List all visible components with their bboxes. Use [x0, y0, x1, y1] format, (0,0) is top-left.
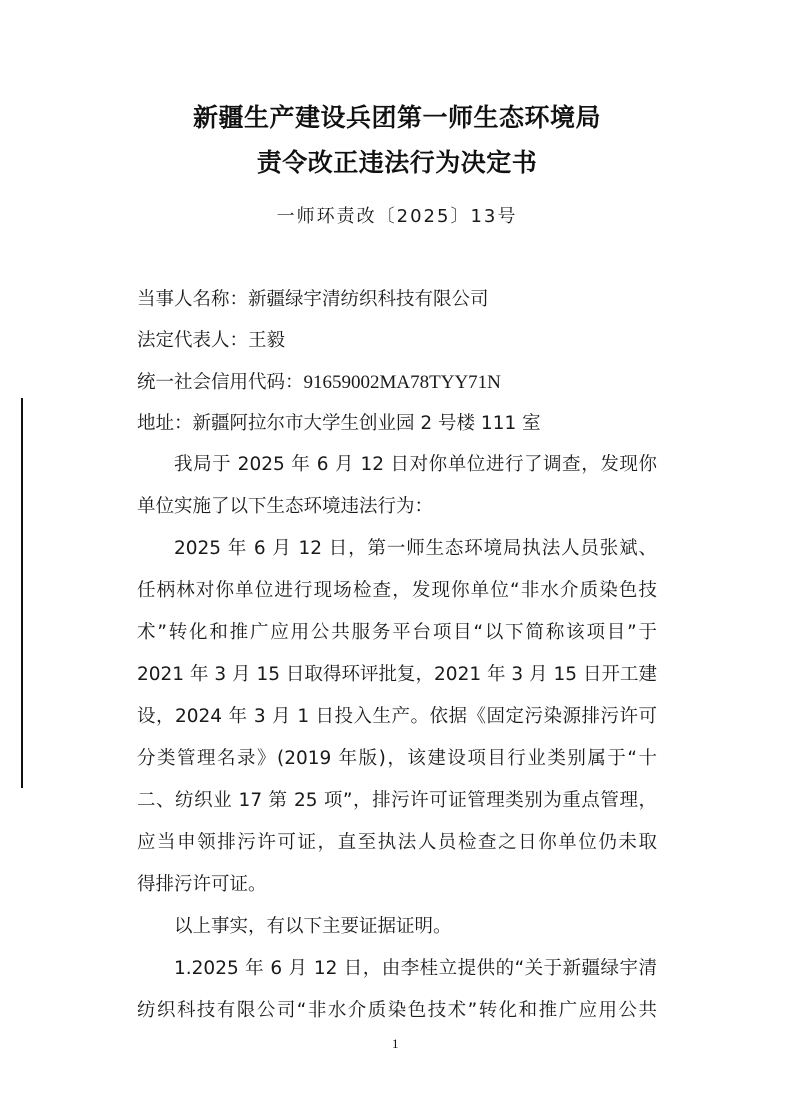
party-name-label: 当事人名称：	[137, 289, 249, 310]
body-line: 单位实施了以下生态环境违法行为：	[137, 496, 434, 517]
body-line: 应当申领排污许可证，直至执法人员检查之日你单位仍未取	[137, 832, 657, 853]
body-line: 2021 年 3 月 15 日取得环评批复，2021 年 3 月 15 日开工建	[137, 664, 657, 685]
body-line: 分类管理名录》(2019 年版)，该建设项目行业类别属于“十	[137, 748, 657, 769]
body-line: 设，2024 年 3 月 1 日投入生产。依据《固定污染源排污许可	[137, 706, 657, 727]
body-line: 任柄林对你单位进行现场检查，发现你单位“非水介质染色技	[137, 580, 657, 601]
body-line: 以上事实，有以下主要证据证明。	[174, 916, 452, 937]
address-label: 地址：	[137, 413, 193, 434]
document-title-line-2: 责令改正违法行为决定书	[256, 148, 538, 177]
legal-representative-value: 王毅	[248, 330, 286, 351]
credit-code-label: 统一社会信用代码：	[137, 372, 304, 393]
body-line: 术”转化和推广应用公共服务平台项目“以下简称该项目”于	[137, 622, 657, 643]
credit-code-row	[137, 370, 657, 396]
party-name-row	[137, 287, 657, 313]
page-number: 1	[392, 1036, 399, 1051]
party-name-value: 新疆绿宇清纺织科技有限公司	[248, 289, 489, 310]
credit-code-value: 91659002MA78TYY71N	[303, 372, 501, 393]
body-line: 二、纺织业 17 第 25 项”，排污许可证管理类别为重点管理，	[137, 790, 657, 811]
legal-representative-row	[137, 328, 657, 354]
legal-representative-label: 法定代表人：	[137, 330, 249, 351]
body-line: 2025 年 6 月 12 日，第一师生态环境局执法人员张斌、	[174, 538, 657, 559]
address-value: 新疆阿拉尔市大学生创业园 2 号楼 111 室	[192, 413, 541, 434]
address-row	[137, 411, 657, 437]
binding-margin-line	[21, 398, 23, 788]
body-line: 纺织科技有限公司“非水介质染色技术”转化和推广应用公共	[137, 1000, 657, 1021]
body-line: 1.2025 年 6 月 12 日，由李桂立提供的“关于新疆绿宇清	[174, 958, 657, 979]
body-line: 得排污许可证。	[137, 874, 267, 895]
document-title-line-1: 新疆生产建设兵团第一师生态环境局	[192, 103, 601, 132]
document-number: 一师环责改〔2025〕13号	[276, 206, 518, 227]
body-line: 我局于 2025 年 6 月 12 日对你单位进行了调查，发现你	[174, 454, 657, 475]
